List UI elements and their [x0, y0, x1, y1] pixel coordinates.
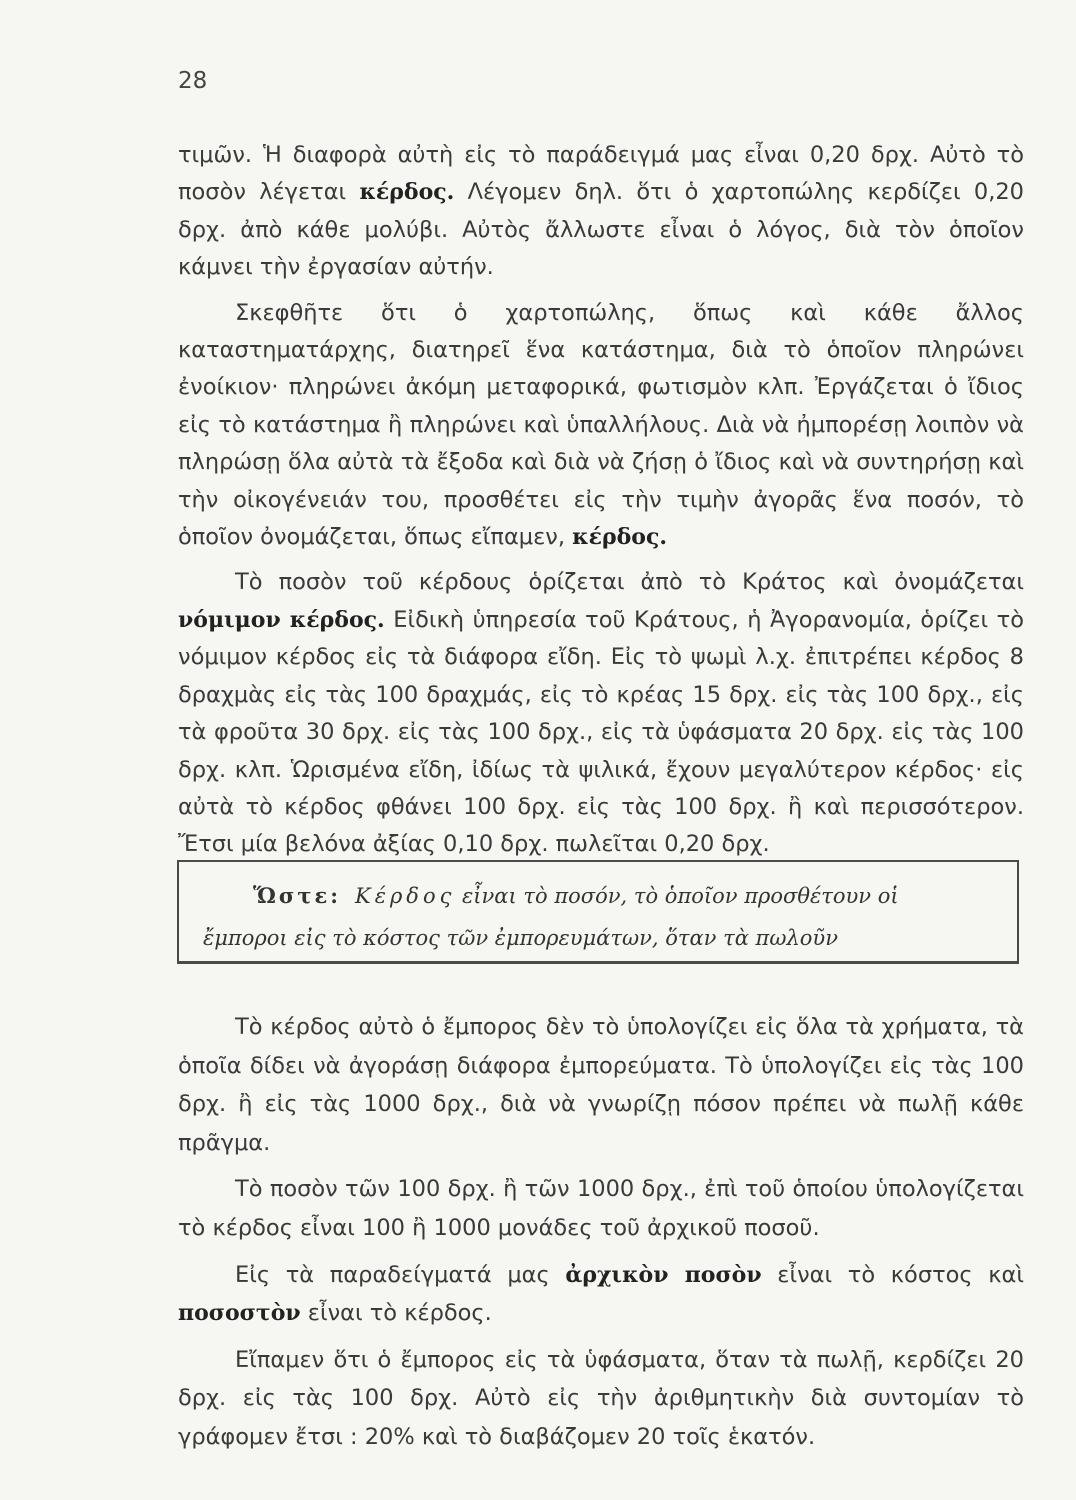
paragraph-2: Σκεφθῆτε ὅτι ὁ χαρτοπώλης, ὅπως καὶ κάθε ἄλλος καταστηματάρχης, διατηρεῖ ἕνα κατάστημα, διὰ τὸ ὁποῖον πληρώνει ἐνοίκιον· πληρώνει ἀκόμη μεταφορικά, φωτισμὸν κλπ. Ἐργάζεται ὁ ἴδιος εἰς τὸ κατάστημα ἢ πληρώνει καὶ ὑπαλλήλους. Διὰ νὰ ἠμπορέσῃ λοιπὸν νὰ πληρώσῃ ὅλα αὐτὰ τὰ ἔξοδα καὶ διὰ νὰ ζήσῃ ὁ ἴδιος καὶ νὰ συντηρήσῃ καὶ τὴν οἰκογένειάν του, προσθέτει εἰς τὴν τιμὴν ἀγορᾶς ἕνα ποσόν, τὸ ὁποῖον ὀνομάζεται, ὅπως εἴπαμεν, κέρδος. — [178, 299, 1024, 551]
bold-term: κέρδος. — [572, 524, 668, 551]
bold-term: ἀρχικὸν ποσὸν — [565, 1261, 762, 1288]
definition-line-2: ἔμποροι εἰς τὸ κόστος τῶν ἐμπορευμάτων, ὅταν τὰ πωλοῦν — [203, 926, 838, 950]
page-number: 28 — [178, 68, 208, 94]
bold-term: κέρδος. — [359, 179, 455, 206]
bold-term: ποσοστὸν — [178, 1300, 301, 1327]
paragraph-4: Τὸ κέρδος αὐτὸ ὁ ἔμπορος δὲν τὸ ὑπολογίζει εἰς ὅλα τὰ χρήματα, τὰ ὁποῖα δίδει νὰ ἀγοράσῃ διάφορα ἐμπορεύματα. Τὸ ὑπολογίζει εἰς τὰς 100 δρχ. ἢ εἰς τὰς 1000 δρχ., διὰ νὰ γνωρίζῃ πόσον πρέπει νὰ πωλῇ κάθε πρᾶγμα. — [178, 1014, 1024, 1156]
text-block-top — [178, 137, 1024, 864]
text-block-bottom — [178, 1008, 1024, 1457]
paragraph-1: τιμῶν. Ἡ διαφορὰ αὐτὴ εἰς τὸ παράδειγμά μας εἶναι 0,20 δρχ. Αὐτὸ τὸ ποσὸν λέγεται κέρδος. Λέγομεν δηλ. ὅτι ὁ χαρτοπώλης κερδίζει 0,20 δρχ. ἀπὸ κάθε μολύβι. Αὐτὸς ἄλλωστε εἶναι ὁ λόγος, διὰ τὸν ὁποῖον κάμνει τὴν ἐργασίαν αὐτήν. — [178, 142, 1024, 281]
definition-lead: Ὥστε: — [253, 883, 341, 908]
paragraph-5: Τὸ ποσὸν τῶν 100 δρχ. ἢ τῶν 1000 δρχ., ἐπὶ τοῦ ὁποίου ὑπολογίζεται τὸ κέρδος εἶναι 100 ἢ 1000 μονάδες τοῦ ἀρχικοῦ ποσοῦ. — [178, 1176, 1024, 1241]
definition-box: Ὥστε: Κέρδος εἶναι τὸ ποσόν, τὸ ὁποῖον προσθέτουν οἱ ἔμποροι εἰς τὸ κόστος τῶν ἐμπορευμάτων, ὅταν τὰ πωλοῦν — [177, 860, 1019, 964]
paragraph-6: Εἰς τὰ παραδείγματά μας ἀρχικὸν ποσὸν εἶναι τὸ κόστος καὶ ποσοστὸν εἶναι τὸ κέρδος. — [178, 1261, 1024, 1327]
paragraph-7: Εἴπαμεν ὅτι ὁ ἔμπορος εἰς τὰ ὑφάσματα, ὅταν τὰ πωλῇ, κερδίζει 20 δρχ. εἰς τὰς 100 δρχ. Αὐτὸ εἰς τὴν ἀριθμητικὴν διὰ συντομίαν τὸ γράφομεν ἔτσι : 20% καὶ τὸ διαβάζομεν 20 τοῖς ἑκατόν. — [178, 1346, 1024, 1450]
paragraph-3: Τὸ ποσὸν τοῦ κέρδους ὁρίζεται ἀπὸ τὸ Κράτος καὶ ὀνομάζεται νόμιμον κέρδος. Εἰδικὴ ὑπηρεσία τοῦ Κράτους, ἡ Ἀγορανομία, ὁρίζει τὸ νόμιμον κέρδος εἰς τὰ διάφορα εἴδη. Εἰς τὸ ψωμὶ λ.χ. ἐπιτρέπει κέρδος 8 δραχμὰς εἰς τὰς 100 δραχμάς, εἰς τὸ κρέας 15 δρχ. εἰς τὰς 100 δρχ., εἰς τὰ φροῦτα 30 δρχ. εἰς τὰς 100 δρχ., εἰς τὰ ὑφάσματα 20 δρχ. εἰς τὰς 100 δρχ. κλπ. Ὡρισμένα εἴδη, ἰδίως τὰ ψιλικά, ἔχουν μεγαλύτερον κέρδος· εἰς αὐτὰ τὸ κέρδος φθάνει 100 δρχ. εἰς τὰς 100 δρχ. ἢ καὶ περισσότερον. Ἔτσι μία βελόνα ἀξίας 0,10 δρχ. πωλεῖται 0,20 δρχ. — [178, 569, 1024, 858]
definition-word: Κέρδος — [355, 884, 456, 908]
bold-term: νόμιμον κέρδος. — [178, 606, 385, 633]
